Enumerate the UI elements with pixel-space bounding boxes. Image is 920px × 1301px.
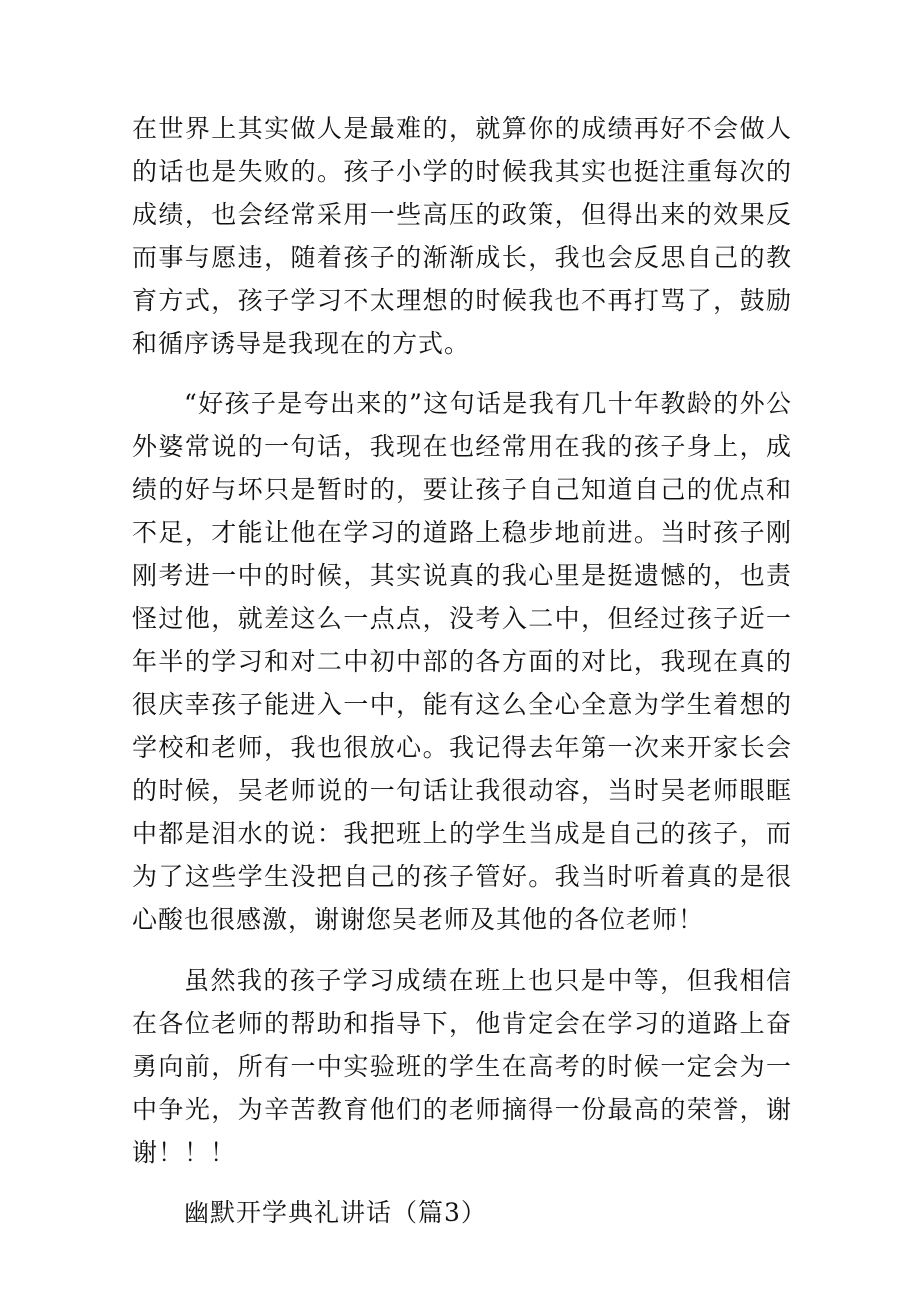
document-body [132, 107, 792, 1234]
section-heading: 幽默开学典礼讲话（篇3） [184, 1198, 487, 1227]
paragraph-1: 在世界上其实做人是最难的，就算你的成绩再好不会做人的话也是失败的。孩子小学的时候我其实也挺注重每次的成绩，也会经常采用一些高压的政策，但得出来的效果反而事与愿违，随着孩子的渐渐成长，我也会反思自己的教育方式，孩子学习不太理想的时候我也不再打骂了，鼓励和循序诱导是我现在的方式。 [132, 114, 792, 358]
paragraph-3: 虽然我的孩子学习成绩在班上也只是中等，但我相信在各位老师的帮助和指导下，他肯定会在学习的道路上奋勇向前，所有一中实验班的学生在高考的时候一定会为一中争光，为辛苦教育他们的老师摘得一份最高的荣誉，谢谢！！！ [132, 966, 792, 1167]
paragraph-2: “好孩子是夸出来的”这句话是我有几十年教龄的外公外婆常说的一句话，我现在也经常用在我的孩子身上，成绩的好与坏只是暂时的，要让孩子自己知道自己的优点和不足，才能让他在学习的道路上稳步地前进。当时孩子刚刚考进一中的时候，其实说真的我心里是挺遗憾的，也责怪过他，就差这么一点点，没考入二中，但经过孩子近一年半的学习和对二中初中部的各方面的对比，我现在真的很庆幸孩子能进入一中，能有这么全心全意为学生着想的学校和老师，我也很放心。我记得去年第一次来开家长会的时候，吴老师说的一句话让我很动容，当时吴老师眼眶中都是泪水的说：我把班上的学生当成是自己的孩子，而为了这些学生没把自己的孩子管好。我当时听着真的是很心酸也很感激，谢谢您吴老师及其他的各位老师！ [132, 389, 792, 934]
